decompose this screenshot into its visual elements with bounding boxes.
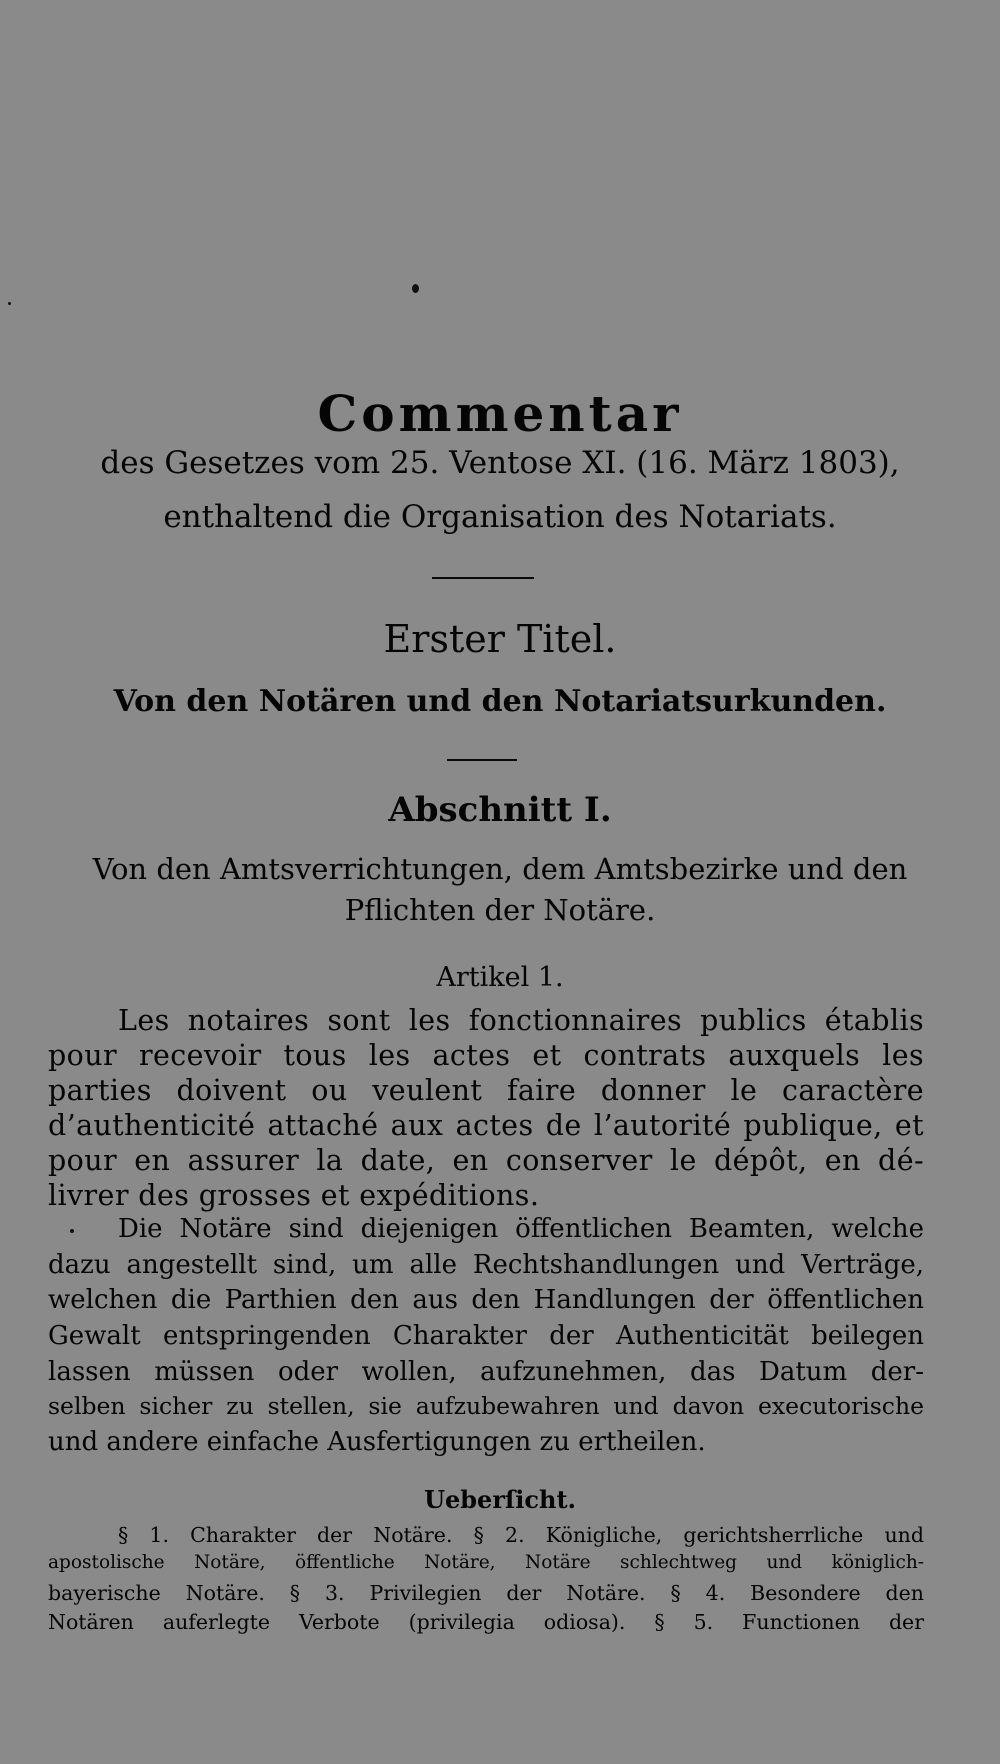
french-text-line: Les notaires sont les fonctionnaires publics établis bbox=[118, 1004, 924, 1037]
overview-line: bayerische Notäre. § 3. Privilegien der Notäre. § 4. Besondere den bbox=[48, 1581, 924, 1605]
french-text-line: pour en assurer la date, en conserver le dépôt, en dé- bbox=[48, 1144, 924, 1177]
ink-speck bbox=[70, 1229, 74, 1233]
overview-line: Notären auferlegte Verbote (privilegia odiosa). § 5. Functionen der bbox=[48, 1610, 924, 1634]
section-heading: Abschnitt I. bbox=[388, 790, 612, 830]
german-text-line: selben sicher zu stellen, sie aufzubewahren und davon executorische bbox=[48, 1392, 924, 1420]
overview-heading: Ueberſicht. bbox=[424, 1485, 576, 1514]
german-text-line: dazu angestellt sind, um alle Rechtshandlungen und Verträge, bbox=[48, 1250, 924, 1280]
ink-speck bbox=[412, 284, 419, 293]
divider-rule bbox=[432, 577, 534, 579]
article-heading: Artikel 1. bbox=[436, 962, 564, 993]
french-text-line: d’authenticité attaché aux actes de l’autorité publique, et bbox=[48, 1109, 924, 1142]
french-text-line: livrer des grosses et expéditions. bbox=[48, 1179, 540, 1212]
section-title-line-2: Pflichten der Notäre. bbox=[344, 893, 656, 927]
subtitle-line-2: enthaltend die Organisation des Notariats. bbox=[163, 499, 837, 535]
french-text-line: parties doivent ou veulent faire donner le caractère bbox=[48, 1074, 924, 1107]
title-subheading: Von den Notären und den Notariatsurkunden. bbox=[113, 684, 887, 719]
french-text-line: pour recevoir tous les actes et contrats auxquels les bbox=[48, 1039, 924, 1072]
overview-line: § 1. Charakter der Notäre. § 2. Königliche, gerichtsherrliche und bbox=[118, 1523, 924, 1547]
german-text-line: und andere einfache Ausfertigungen zu ertheilen. bbox=[48, 1427, 706, 1457]
german-text-line: welchen die Parthien den aus den Handlungen der öffentlichen bbox=[48, 1285, 924, 1315]
section-title-line-1: Von den Amtsverrichtungen, dem Amtsbezirke und den bbox=[92, 852, 908, 886]
title-heading: Erster Titel. bbox=[383, 617, 617, 661]
german-text-line: Die Notäre sind diejenigen öffentlichen Beamten, welche bbox=[118, 1214, 924, 1244]
document-title: Commentar bbox=[317, 384, 683, 443]
german-text-line: lassen müssen oder wollen, aufzunehmen, das Datum der- bbox=[48, 1357, 924, 1387]
divider-rule bbox=[447, 759, 517, 761]
ink-speck bbox=[8, 302, 11, 305]
german-text-line: Gewalt entspringenden Charakter der Authenticität beilegen bbox=[48, 1321, 924, 1351]
subtitle-line-1: des Gesetzes vom 25. Ventose XI. (16. März 1803), bbox=[100, 445, 900, 481]
overview-line: apostolische Notäre, öffentliche Notäre, Notäre schlechtweg und königlich- bbox=[48, 1552, 924, 1573]
